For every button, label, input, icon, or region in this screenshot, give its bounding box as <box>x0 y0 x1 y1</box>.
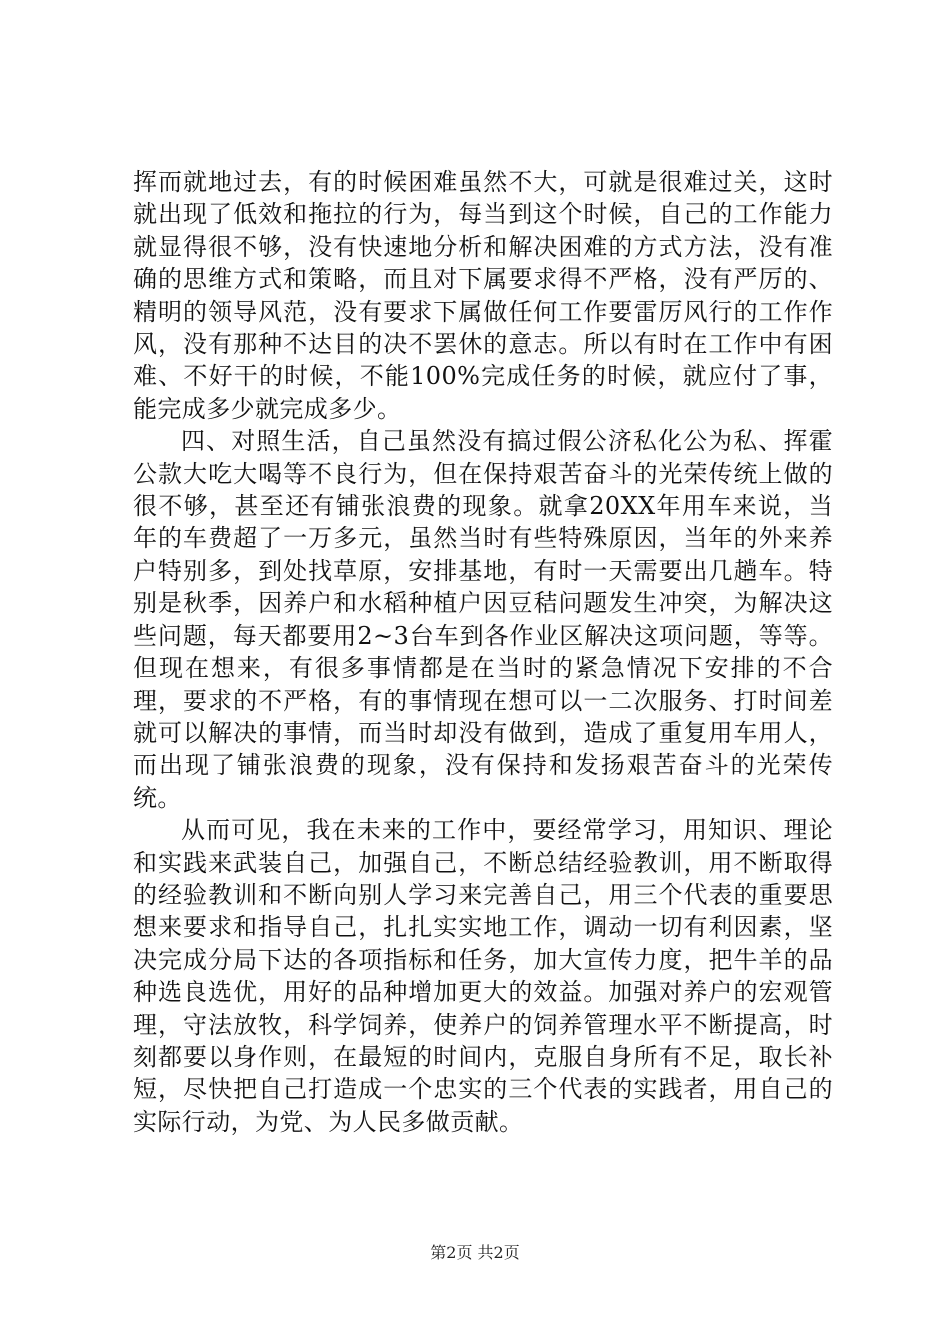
paragraph-continuation: 挥而就地过去，有的时候困难虽然不大，可就是很难过关，这时就出现了低效和拖拉的行为，每当到这个时候，自己的工作能力就显得很不够，没有快速地分析和解决困难的方式方法，没有准确的思维方式和策略，而且对下属要求得不严格，没有严厉的、精明的领导风范，没有要求下属做任何工作要雷厉风行的工作作风，没有那种不达目的决不罢休的意志。所以有时在工作中有困难、不好干的时候，不能100%完成任务的时候，就应付了事，能完成多少就完成多少。 <box>133 168 833 423</box>
paragraph-section-four: 四、对照生活，自己虽然没有搞过假公济私化公为私、挥霍公款大吃大喝等不良行为，但在保持艰苦奋斗的光荣传统上做的很不够，甚至还有铺张浪费的现象。就拿20XX年用车来说，当年的车费超了一万多元，虽然当时有些特殊原因，当年的外来养户特别多，到处找草原，安排基地，有时一天需要出几趟车。特别是秋季，因养户和水稻种植户因豆秸问题发生冲突，为解决这些问题，每天都要用2~3台车到各作业区解决这项问题，等等。但现在想来，有很多事情都是在当时的紧急情况下安排的不合理，要求的不严格，有的事情现在想可以一二次服务、打时间差就可以解决的事情，而当时却没有做到，造成了重复用车用人，而出现了铺张浪费的现象，没有保持和发扬艰苦奋斗的光荣传统。 <box>133 427 833 812</box>
page-number-label: 第2页 共2页 <box>430 1243 520 1262</box>
page-footer <box>0 1243 950 1263</box>
paragraph-conclusion: 从而可见，我在未来的工作中，要经常学习，用知识、理论和实践来武装自己，加强自己，不断总结经验教训，用不断取得的经验教训和不断向别人学习来完善自己，用三个代表的重要思想来要求和指导自己，扎扎实实地工作，调动一切有利因素，坚决完成分局下达的各项指标和任务，加大宣传力度，把牛羊的品种选良选优，用好的品种增加更大的效益。加强对养户的宏观管理，守法放牧，科学饲养，使养户的饲养管理水平不断提高，时刻都要以身作则，在最短的时间内，克服自身所有不足，取长补短，尽快把自己打造成一个忠实的三个代表的实践者，用自己的实际行动，为党、为人民多做贡献。 <box>133 816 833 1136</box>
document-body <box>133 166 833 1138</box>
